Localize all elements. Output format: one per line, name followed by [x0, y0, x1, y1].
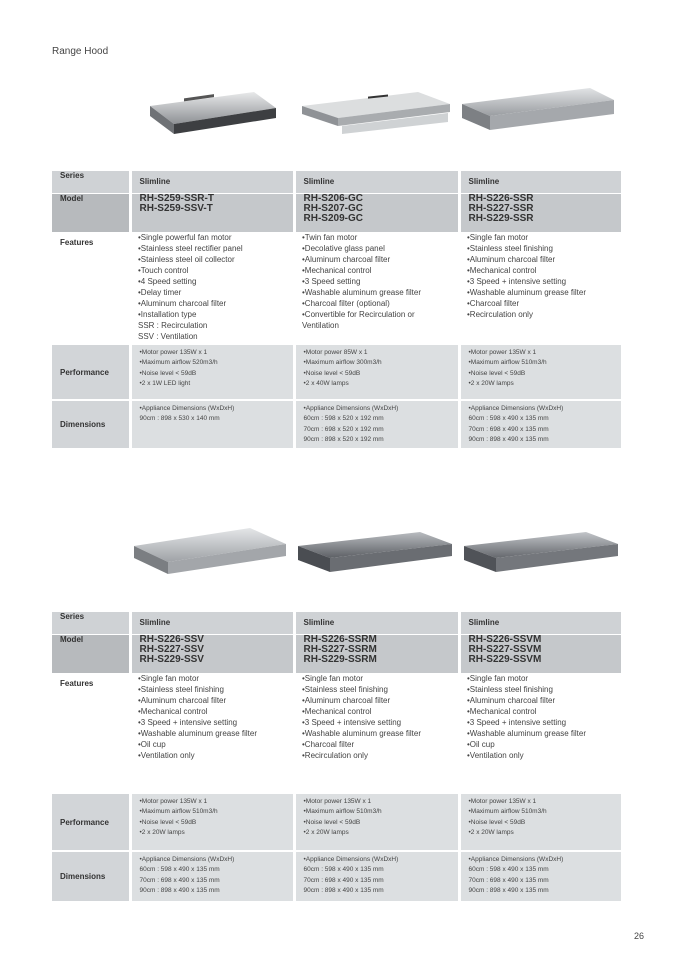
model-number: RH-S206-GC	[303, 193, 363, 204]
dimension-item: 70cm : 698 x 490 x 135 mm	[468, 876, 549, 884]
feature-item: •Single powerful fan motor	[138, 233, 232, 242]
dimension-item: 70cm : 698 x 520 x 192 mm	[303, 425, 384, 433]
model-number: RH-S229-SSRM	[303, 654, 377, 665]
model-number: RH-S227-SSR	[468, 203, 534, 214]
feature-item: •Stainless steel finishing	[467, 244, 553, 253]
series-label: Series	[52, 171, 130, 194]
feature-item: •Installation type	[138, 310, 197, 319]
performance-item: •Motor power 85W x 1	[303, 349, 368, 356]
dimension-item: 90cm : 898 x 490 x 135 mm	[468, 886, 549, 894]
features-list	[138, 673, 286, 761]
hood-image-rh-s226-ssv	[132, 524, 288, 578]
performance-list	[140, 348, 285, 389]
model-row	[52, 635, 621, 674]
model-number: RH-S259-SSR-T	[139, 193, 214, 204]
performance-item: •Noise level < 59dB	[303, 818, 361, 826]
dimension-item: 60cm : 598 x 520 x 192 mm	[303, 415, 384, 423]
dimension-item: 90cm : 898 x 490 x 135 mm	[139, 886, 220, 894]
dimension-item: •Appliance Dimensions (WxDxH)	[468, 856, 564, 863]
performance-item: •Maximum airflow 510m3/h	[468, 808, 547, 816]
features-list	[302, 673, 451, 761]
feature-item: SSR : Recirculation	[138, 321, 208, 330]
hood-image-rh-s226-ssr	[460, 84, 616, 136]
model-number: RH-S259-SSV-T	[139, 203, 213, 214]
features-label: Features	[52, 673, 130, 793]
performance-item: •Maximum airflow 510m3/h	[468, 359, 547, 367]
feature-item: •3 Speed + intensive setting	[467, 718, 567, 727]
feature-item: •Oil cup	[138, 740, 166, 749]
feature-item: •Ventilation only	[138, 751, 195, 760]
performance-item: •Maximum airflow 300m3/h	[303, 359, 382, 367]
feature-item: •Stainless steel rectifier panel	[138, 244, 243, 253]
model-number: RH-S226-SSRM	[303, 634, 377, 645]
performance-item: •Maximum airflow 510m3/h	[303, 808, 382, 816]
performance-row	[52, 793, 621, 851]
feature-item: •Single fan motor	[302, 674, 364, 683]
performance-item: •Noise level < 59dB	[139, 818, 197, 826]
page-number: 26	[634, 931, 645, 941]
dimension-item: 70cm : 698 x 490 x 135 mm	[468, 425, 549, 433]
performance-item: •2 x 20W lamps	[468, 379, 514, 387]
feature-item: •4 Speed setting	[138, 277, 197, 286]
performance-item: •2 x 40W lamps	[303, 379, 349, 387]
dimension-item: 60cm : 598 x 490 x 135 mm	[303, 866, 384, 874]
feature-item: •3 Speed setting	[302, 277, 361, 286]
feature-item: •Convertible for Recirculation or	[302, 310, 415, 319]
model-number: RH-S227-SSRM	[303, 644, 377, 655]
page-title: Range Hood	[52, 46, 109, 57]
dimension-item: 70cm : 698 x 490 x 135 mm	[303, 876, 384, 884]
dimension-item: 70cm : 698 x 490 x 135 mm	[139, 876, 220, 884]
model-row	[52, 194, 621, 233]
model-label: Model	[52, 194, 130, 233]
feature-item: •Single fan motor	[138, 674, 200, 683]
features-row	[52, 232, 621, 344]
hood-image-rh-s226-ssrm	[296, 528, 456, 578]
dimension-item: 90cm : 898 x 520 x 192 mm	[303, 435, 384, 443]
series-row	[52, 171, 621, 194]
feature-item: •3 Speed + intensive setting	[467, 277, 567, 286]
dimensions-list	[304, 855, 450, 896]
performance-item: •Noise level < 59dB	[468, 818, 526, 826]
model-label: Model	[52, 635, 130, 674]
model-number: RH-S226-SSV	[139, 634, 204, 645]
features-list	[467, 673, 613, 761]
series-value: Slimline	[303, 177, 335, 186]
dimensions-row	[52, 851, 621, 901]
dimensions-label: Dimensions	[52, 400, 130, 448]
dimensions-list	[304, 404, 450, 445]
hood-image-rh-s226-ssvm	[462, 528, 622, 578]
feature-item: •Aluminum charcoal filter	[138, 696, 227, 705]
feature-item: •Aluminum charcoal filter	[302, 696, 391, 705]
feature-item: •Ventilation only	[467, 751, 524, 760]
dimension-item: 60cm : 598 x 490 x 135 mm	[468, 866, 549, 874]
dimension-item: 60cm : 598 x 490 x 135 mm	[139, 866, 220, 874]
model-number: RH-S207-GC	[303, 203, 363, 214]
feature-item: •Aluminum charcoal filter	[467, 255, 556, 264]
dimension-item: •Appliance Dimensions (WxDxH)	[303, 856, 399, 863]
feature-item: •Washable aluminum grease filter	[467, 288, 586, 297]
dimension-item: •Appliance Dimensions (WxDxH)	[139, 405, 235, 412]
feature-item: •Washable aluminum grease filter	[467, 729, 586, 738]
model-number: RH-S226-SSVM	[468, 634, 542, 645]
model-number: RH-S227-SSVM	[468, 644, 542, 655]
dimensions-list	[469, 855, 614, 896]
feature-item: •Recirculation only	[302, 751, 368, 760]
feature-item: •Decolative glass panel	[302, 244, 385, 253]
dimension-item: 90cm : 898 x 530 x 140 mm	[139, 415, 220, 423]
feature-item: •Mechanical control	[467, 707, 537, 716]
dimension-item: •Appliance Dimensions (WxDxH)	[303, 405, 399, 412]
performance-item: •Noise level < 59dB	[139, 369, 197, 377]
product-photos-row-1	[130, 80, 620, 140]
model-number: RH-S226-SSR	[468, 193, 534, 204]
series-row	[52, 612, 621, 635]
feature-item: Ventilation	[302, 321, 339, 330]
feature-item: •Stainless steel finishing	[467, 685, 553, 694]
performance-item: •Noise level < 59dB	[468, 369, 526, 377]
performance-list	[469, 797, 614, 838]
dimension-item: •Appliance Dimensions (WxDxH)	[139, 856, 235, 863]
feature-item: •Oil cup	[467, 740, 495, 749]
performance-list	[140, 797, 285, 838]
performance-list	[469, 348, 614, 389]
hood-image-rh-s259	[144, 84, 278, 138]
feature-item: •Aluminum charcoal filter	[467, 696, 556, 705]
performance-item: •Motor power 135W x 1	[303, 798, 372, 805]
feature-item: •Stainless steel finishing	[302, 685, 388, 694]
dimensions-label: Dimensions	[52, 851, 130, 901]
feature-item: •3 Speed + intensive setting	[138, 718, 238, 727]
performance-label: Performance	[52, 344, 130, 400]
model-number: RH-S229-SSVM	[468, 654, 542, 665]
feature-item: •Delay timer	[138, 288, 182, 297]
performance-list	[304, 348, 450, 389]
feature-item: •Single fan motor	[467, 233, 529, 242]
feature-item: •Touch control	[138, 266, 189, 275]
features-label: Features	[52, 232, 130, 344]
dimensions-list	[469, 404, 614, 445]
series-value: Slimline	[468, 618, 500, 627]
feature-item: •Mechanical control	[302, 707, 372, 716]
dimension-item: 90cm : 898 x 490 x 135 mm	[468, 435, 549, 443]
performance-item: •Maximum airflow 520m3/h	[139, 359, 218, 367]
dimension-item: 60cm : 598 x 490 x 135 mm	[468, 415, 549, 423]
features-list	[302, 232, 451, 331]
feature-item: SSV : Ventilation	[138, 332, 198, 341]
dimension-item: •Appliance Dimensions (WxDxH)	[468, 405, 564, 412]
feature-item: •Washable aluminum grease filter	[302, 288, 421, 297]
performance-item: •Motor power 135W x 1	[468, 349, 537, 356]
feature-item: •Stainless steel oil collector	[138, 255, 235, 264]
performance-item: •2 x 20W lamps	[139, 828, 185, 836]
performance-item: •Motor power 135W x 1	[139, 798, 208, 805]
dimension-item: 90cm : 898 x 490 x 135 mm	[303, 886, 384, 894]
feature-item: •Washable aluminum grease filter	[302, 729, 421, 738]
model-number: RH-S227-SSV	[139, 644, 204, 655]
series-value: Slimline	[303, 618, 335, 627]
hood-image-rh-s206-gc	[298, 86, 454, 136]
feature-item: •Single fan motor	[467, 674, 529, 683]
spec-table-1	[52, 171, 621, 448]
performance-item: •Maximum airflow 510m3/h	[139, 808, 218, 816]
feature-item: •Twin fan motor	[302, 233, 358, 242]
dimensions-row	[52, 400, 621, 448]
feature-item: •Stainless steel finishing	[138, 685, 224, 694]
series-value: Slimline	[139, 177, 171, 186]
feature-item: •Mechanical control	[467, 266, 537, 275]
series-value: Slimline	[468, 177, 500, 186]
performance-item: •Noise level < 59dB	[303, 369, 361, 377]
performance-item: •Motor power 135W x 1	[468, 798, 537, 805]
model-number: RH-S229-SSR	[468, 213, 534, 224]
performance-list	[304, 797, 450, 838]
feature-item: •Washable aluminum grease filter	[138, 729, 257, 738]
performance-label: Performance	[52, 793, 130, 851]
feature-item: •Mechanical control	[138, 707, 208, 716]
feature-item: •Charcoal filter	[302, 740, 355, 749]
dimensions-list	[140, 855, 285, 896]
performance-item: •2 x 20W lamps	[303, 828, 349, 836]
feature-item: •Recirculation only	[467, 310, 533, 319]
feature-item: •Aluminum charcoal filter	[138, 299, 227, 308]
feature-item: •3 Speed + intensive setting	[302, 718, 402, 727]
feature-item: •Aluminum charcoal filter	[302, 255, 391, 264]
feature-item: •Charcoal filter	[467, 299, 520, 308]
feature-item: •Mechanical control	[302, 266, 372, 275]
series-value: Slimline	[139, 618, 171, 627]
performance-item: •2 x 1W LED light	[139, 379, 191, 387]
features-row	[52, 673, 621, 793]
performance-item: •Motor power 135W x 1	[139, 349, 208, 356]
model-number: RH-S209-GC	[303, 213, 363, 224]
features-list	[467, 232, 613, 320]
product-photos-row-2	[130, 520, 620, 580]
features-list	[138, 232, 286, 342]
series-label: Series	[52, 612, 130, 635]
spec-table-2	[52, 612, 621, 901]
dimensions-list	[140, 404, 285, 425]
performance-item: •2 x 20W lamps	[468, 828, 514, 836]
model-number: RH-S229-SSV	[139, 654, 204, 665]
feature-item: •Charcoal filter (optional)	[302, 299, 390, 308]
performance-row	[52, 344, 621, 400]
